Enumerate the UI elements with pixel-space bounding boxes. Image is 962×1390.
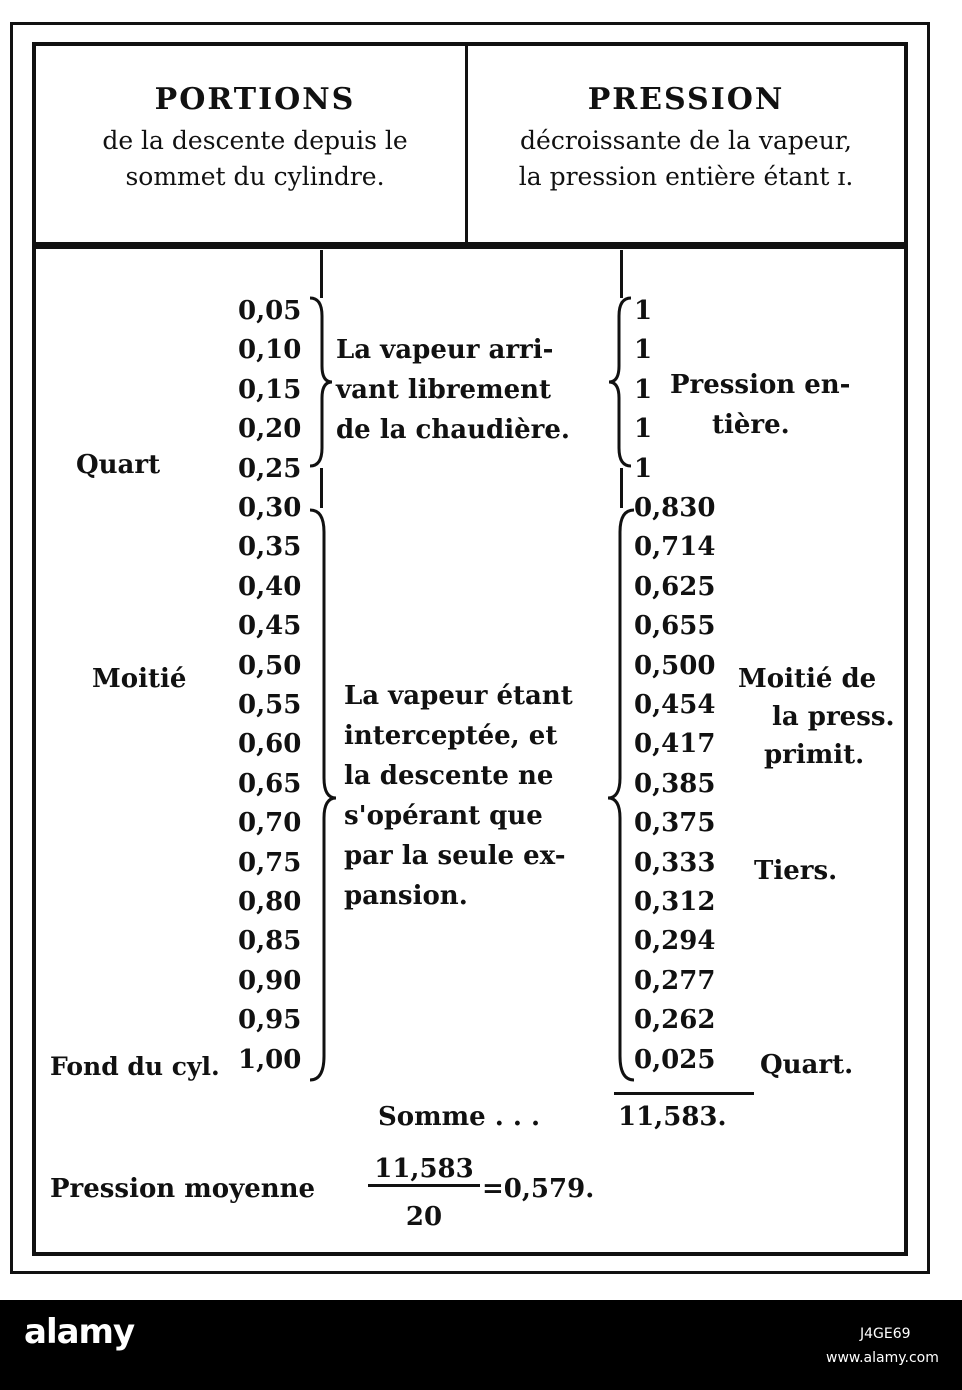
- moyenne-denominator: 20: [405, 1202, 443, 1232]
- portion-value: 0,20: [238, 414, 302, 444]
- label-moitie-right-2: la press.: [772, 702, 895, 732]
- portion-value: 0,35: [238, 532, 302, 562]
- pressure-value: 0,500: [634, 651, 716, 681]
- portion-value: 0,45: [238, 611, 302, 641]
- label-quart-right: Quart.: [760, 1050, 854, 1080]
- note-exp-line2: interceptée, et: [344, 721, 558, 751]
- portion-value: 0,90: [238, 966, 302, 996]
- pression-subtitle-line2: la pression entière étant ɪ.: [518, 162, 854, 191]
- moyenne-result: =0,579.: [482, 1174, 595, 1204]
- brace-left-expansion: [306, 508, 340, 1082]
- pressure-value: 1: [634, 454, 653, 484]
- pressure-value: 0,385: [634, 769, 716, 799]
- somme-label: Somme . . .: [378, 1102, 540, 1132]
- watermark-url: www.alamy.com: [826, 1350, 939, 1366]
- brace-right-free: [605, 296, 635, 468]
- pressure-value: 0,714: [634, 532, 716, 562]
- somme-value: 11,583.: [618, 1102, 727, 1132]
- portion-value: 0,70: [238, 808, 302, 838]
- note-free-line2: vant librement: [336, 375, 552, 405]
- portion-value: 0,25: [238, 454, 302, 484]
- pression-subtitle-line1: décroissante de la vapeur,: [520, 126, 852, 155]
- portion-value: 0,30: [238, 493, 302, 523]
- pressure-value: 0,375: [634, 808, 716, 838]
- note-exp-line3: la descente ne: [344, 761, 554, 791]
- label-tiers: Tiers.: [754, 856, 838, 886]
- note-free-line3: de la chaudière.: [336, 415, 570, 445]
- brace-right-expansion: [604, 508, 638, 1082]
- portion-value: 1,00: [238, 1045, 302, 1075]
- pressure-value: 1: [634, 375, 653, 405]
- left-connector-top: [320, 250, 323, 298]
- label-moitie-right-1: Moitié de: [738, 664, 877, 694]
- sum-rule: [614, 1092, 754, 1095]
- note-exp-line4: s'opérant que: [344, 801, 543, 831]
- portion-value: 0,40: [238, 572, 302, 602]
- pressure-value: 0,262: [634, 1005, 716, 1035]
- watermark-image-id: J4GE69: [860, 1326, 911, 1342]
- portion-value: 0,65: [238, 769, 302, 799]
- pressure-value: 0,655: [634, 611, 716, 641]
- pressure-value: 0,312: [634, 887, 716, 917]
- pressure-value: 0,830: [634, 493, 716, 523]
- brace-left-free: [306, 296, 336, 468]
- portion-value: 0,55: [238, 690, 302, 720]
- portion-value: 0,50: [238, 651, 302, 681]
- pressure-value: 0,333: [634, 848, 716, 878]
- label-moitie-left: Moitié: [92, 664, 187, 694]
- moyenne-numerator: 11,583: [374, 1154, 474, 1184]
- pressure-value: 0,417: [634, 729, 716, 759]
- portion-value: 0,95: [238, 1005, 302, 1035]
- pressure-value: 0,625: [634, 572, 716, 602]
- pressure-value: 1: [634, 414, 653, 444]
- pression-title: PRESSION: [587, 82, 785, 117]
- portion-value: 0,80: [238, 887, 302, 917]
- note-free-line1: La vapeur arri-: [336, 335, 554, 365]
- portion-value: 0,15: [238, 375, 302, 405]
- pressure-value: 1: [634, 296, 653, 326]
- pressure-value: 0,454: [634, 690, 716, 720]
- note-exp-line6: pansion.: [344, 881, 468, 911]
- portions-title: PORTIONS: [154, 82, 356, 117]
- note-exp-line5: par la seule ex-: [344, 841, 566, 871]
- portion-value: 0,05: [238, 296, 302, 326]
- watermark-logo: alamy: [24, 1312, 135, 1352]
- pressure-value: 0,294: [634, 926, 716, 956]
- watermark-bar: [0, 1300, 962, 1390]
- portion-value: 0,85: [238, 926, 302, 956]
- right-connector-mid: [620, 468, 623, 508]
- label-fond-du-cylindre: Fond du cyl.: [50, 1052, 220, 1081]
- moyenne-label: Pression moyenne: [50, 1174, 316, 1204]
- portions-subtitle-line2: sommet du cylindre.: [125, 162, 385, 191]
- label-pression-entiere-1: Pression en-: [670, 370, 851, 400]
- header-rule: [34, 242, 904, 249]
- label-quart-left: Quart: [76, 450, 161, 480]
- left-connector-mid: [320, 468, 323, 508]
- label-moitie-right-3: primit.: [764, 740, 865, 770]
- fraction-bar: [368, 1184, 480, 1187]
- portions-subtitle-line1: de la descente depuis le: [102, 126, 408, 155]
- note-free-steam: [336, 330, 608, 450]
- pressure-value: 1: [634, 335, 653, 365]
- label-pression-entiere-2: tière.: [712, 410, 790, 440]
- note-exp-line1: La vapeur étant: [344, 681, 573, 711]
- pressure-value: 0,025: [634, 1045, 716, 1075]
- right-connector-top: [620, 250, 623, 298]
- pressure-value: 0,277: [634, 966, 716, 996]
- portion-value: 0,75: [238, 848, 302, 878]
- portion-value: 0,60: [238, 729, 302, 759]
- portion-value: 0,10: [238, 335, 302, 365]
- note-expansion: [344, 676, 606, 916]
